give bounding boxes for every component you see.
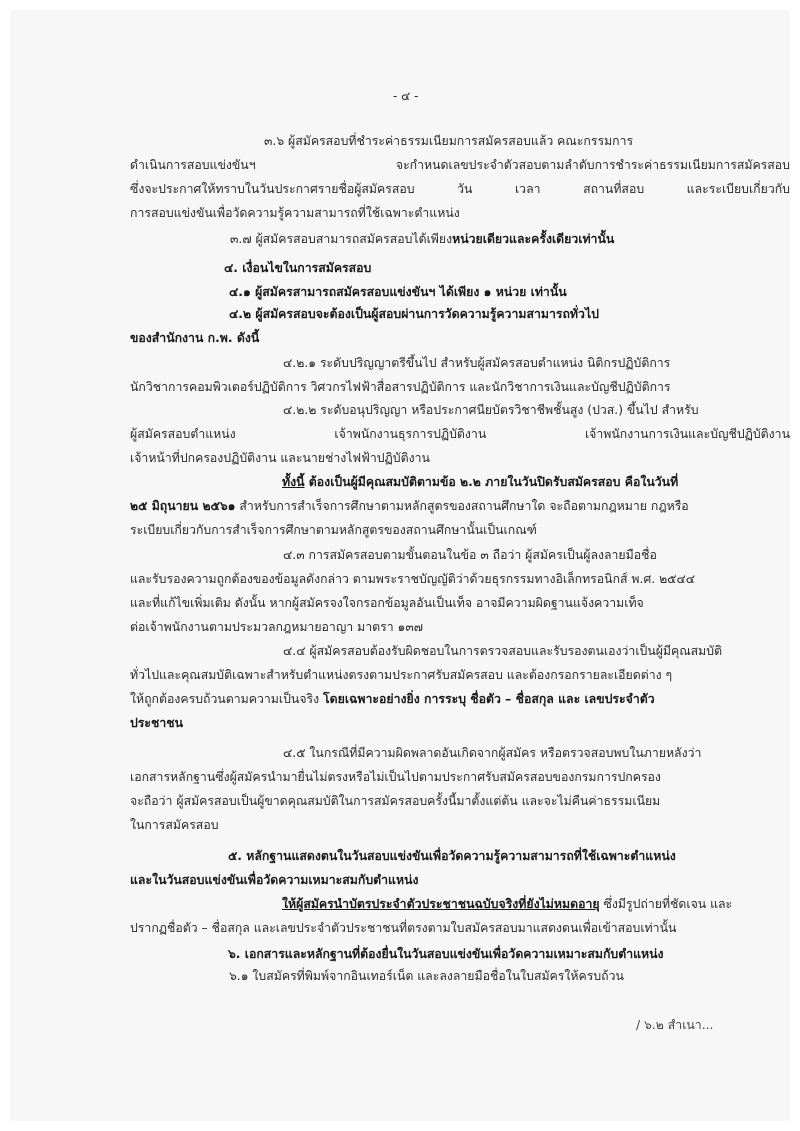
section-4-3-line-4: ต่อเจ้าพนักงานตามประมวลกฎหมายอาญา มาตรา ๑๓๗ [130,620,423,634]
note-line-2-rest: สำหรับการสำเร็จการศึกษาตามหลักสูตรของสถานศึกษาใด จะถือตามกฎหมาย กฎหรือ [235,499,689,513]
section-4-5-line-2: เอกสารหลักฐานซึ่งผู้สมัครนำมายื่นไม่ตรงหรือไม่เป็นไปตามประกาศรับสมัครสอบของกรมการปกครอง [130,770,661,784]
section-4-2-line-1: ๔.๒ ผู้สมัครสอบจะต้องเป็นผู้สอบผ่านการวัดความรู้ความสามารถทั่วไป [229,307,599,321]
section-4-2-2-line-1: ๔.๒.๒ ระดับอนุปริญญา หรือประกาศนียบัตรวิชาชีพชั้นสูง (ปวส.) ขึ้นไป สำหรับ [283,403,699,417]
section-6-1: ๖.๑ ใบสมัครที่พิมพ์จากอินเทอร์เน็ต และลงลายมือชื่อในใบสมัครให้ครบถ้วน [229,969,624,983]
section-3-7-prefix: ๓.๗ ผู้สมัครสอบสามารถสมัครสอบได้เพียง [230,232,453,246]
section-5-body-line-1 [282,896,732,912]
section-4-4-line-4: ประชาชน [130,716,184,730]
section-4-4-line-2: ทั่วไปและคุณสมบัติเฉพาะสำหรับตำแหน่งตรงตามประกาศรับสมัครสอบ และต้องกรอกรายละเอียดต่าง ๆ [130,668,673,682]
section-4-2-line-2: ของสำนักงาน ก.พ. ดังนี้ [130,331,260,345]
page-number: - ๔ - [393,89,419,103]
section-4-3-line-1: ๔.๓ การสมัครสอบตามขั้นตอนในข้อ ๓ ถือว่า ผู้สมัครเป็นผู้ลงลายมือชื่อ [283,548,657,562]
section-4-3-line-2: และรับรองความถูกต้องของข้อมูลดังกล่าว ตามพระราชบัญญัติว่าด้วยธุรกรรมทางอิเล็กทรอนิกส์ พ.ศ. ๒๕๔๔ [130,572,696,586]
note-date: ๒๕ มิถุนายน ๒๕๖๑ [130,499,236,513]
section-4-2-1-line-2: นักวิชาการคอมพิวเตอร์ปฏิบัติการ วิศวกรไฟฟ้าสื่อสารปฏิบัติการ และนักวิชาการเงินและบัญชีปฏิบัติการ [130,380,671,394]
section-4-2-2-line-3: เจ้าหน้าที่ปกครองปฏิบัติงาน และนายช่างไฟฟ้าปฏิบัติงาน [130,451,430,465]
section-4-5-line-1: ๔.๕ ในกรณีที่มีความผิดพลาดอันเกิดจากผู้สมัคร หรือตรวจสอบพบในภายหลังว่า [283,746,702,760]
section-4-4-line-3-plain: ให้ถูกต้องครบถ้วนตามความเป็นจริง [130,692,324,706]
note-line-3: ระเบียบเกี่ยวกับการสำเร็จการศึกษาตามหลักสูตรของสถานศึกษานั้นเป็นเกณฑ์ [130,523,537,537]
section-6-heading: ๖. เอกสารและหลักฐานที่ต้องยื่นในวันสอบแข่งขันเพื่อวัดความเหมาะสมกับตำแหน่ง [228,947,664,961]
note-line-1 [282,474,678,490]
section-5-underlined: ให้ผู้สมัครนำบัตรประจำตัวประชาชนฉบับจริงที่ยังไม่หมดอายุ [282,897,600,911]
section-4-2-2-line-2: ผู้สมัครสอบตำแหน่ง เจ้าพนักงานธุรการปฏิบัติงาน เจ้าพนักงานการเงินและบัญชีปฏิบัติงาน [130,427,790,441]
section-5-body-line-2: ปรากฏชื่อตัว – ชื่อสกุล และเลขประจำตัวประชาชนที่ตรงตามใบสมัครสอบมาแสดงตนเพื่อเข้าสอบเท่านั้น [130,921,677,935]
section-4-heading: ๔. เงื่อนไขในการสมัครสอบ [224,261,372,275]
section-4-4-line-3 [130,691,655,707]
note-underlined: ทั้งนี้ [282,475,305,489]
section-3-7-bold: หน่วยเดียวและครั้งเดียวเท่านั้น [452,232,615,246]
section-4-4-line-3-bold: โดยเฉพาะอย่างยิ่ง การระบุ ชื่อตัว – ชื่อสกุล และ เลขประจำตัว [323,692,655,706]
section-4-3-line-3: และที่แก้ไขเพิ่มเติม ดังนั้น หากผู้สมัครจงใจกรอกข้อมูลอันเป็นเท็จ อาจมีความผิดฐานแจ้งความเท็จ [130,596,644,610]
section-3-7 [230,231,614,247]
note-line-1-rest: ต้องเป็นผู้มีคุณสมบัติตามข้อ ๒.๒ ภายในวันปิดรับสมัครสอบ คือในวันที่ [304,475,679,489]
section-4-5-line-4: ในการสมัครสอบ [130,818,219,832]
section-5-heading-line-1: ๕. หลักฐานแสดงตนในวันสอบแข่งขันเพื่อวัดความรู้ความสามารถที่ใช้เฉพาะตำแหน่ง [228,849,676,863]
section-3-6-line-1: ๓.๖ ผู้สมัครสอบที่ชำระค่าธรรมเนียมการสมัครสอบแล้ว คณะกรรมการ [264,134,634,148]
note-line-2 [130,498,689,514]
section-4-2-1-line-1: ๔.๒.๑ ระดับปริญญาตรีขึ้นไป สำหรับผู้สมัครสอบตำแหน่ง นิติกรปฏิบัติการ [283,356,671,370]
section-4-5-line-3: จะถือว่า ผู้สมัครสอบเป็นผู้ขาดคุณสมบัติในการสมัครสอบครั้งนี้มาตั้งแต่ต้น และจะไม่คืนค่าธรรมเนียม [130,794,661,808]
section-4-4-line-1: ๔.๔ ผู้สมัครสอบต้องรับผิดชอบในการตรวจสอบและรับรองตนเองว่าเป็นผู้มีคุณสมบัติ [283,644,723,658]
section-3-6-line-3: ซึ่งจะประกาศให้ทราบในวันประกาศรายชื่อผู้สมัครสอบ วัน เวลา สถานที่สอบ และระเบียบเกี่ยวกับ [130,182,790,196]
section-5-body-line-1-rest: ซึ่งมีรูปถ่ายที่ชัดเจน และ [599,897,733,911]
continuation-note: / ๖.๒ สำเนา... [636,1018,714,1032]
section-4-1: ๔.๑ ผู้สมัครสามารถสมัครสอบแข่งขันฯ ได้เพียง ๑ หน่วย เท่านั้น [229,285,567,299]
section-3-6-line-2: ดำเนินการสอบแข่งขันฯ จะกำหนดเลขประจำตัวสอบตามลำดับการชำระค่าธรรมเนียมการสมัครสอบ [130,158,790,172]
section-5-heading-line-2: และในวันสอบแข่งขันเพื่อวัดความเหมาะสมกับตำแหน่ง [130,873,419,887]
section-3-6-line-4: การสอบแข่งขันเพื่อวัดความรู้ความสามารถที่ใช้เฉพาะตำแหน่ง [130,206,460,220]
